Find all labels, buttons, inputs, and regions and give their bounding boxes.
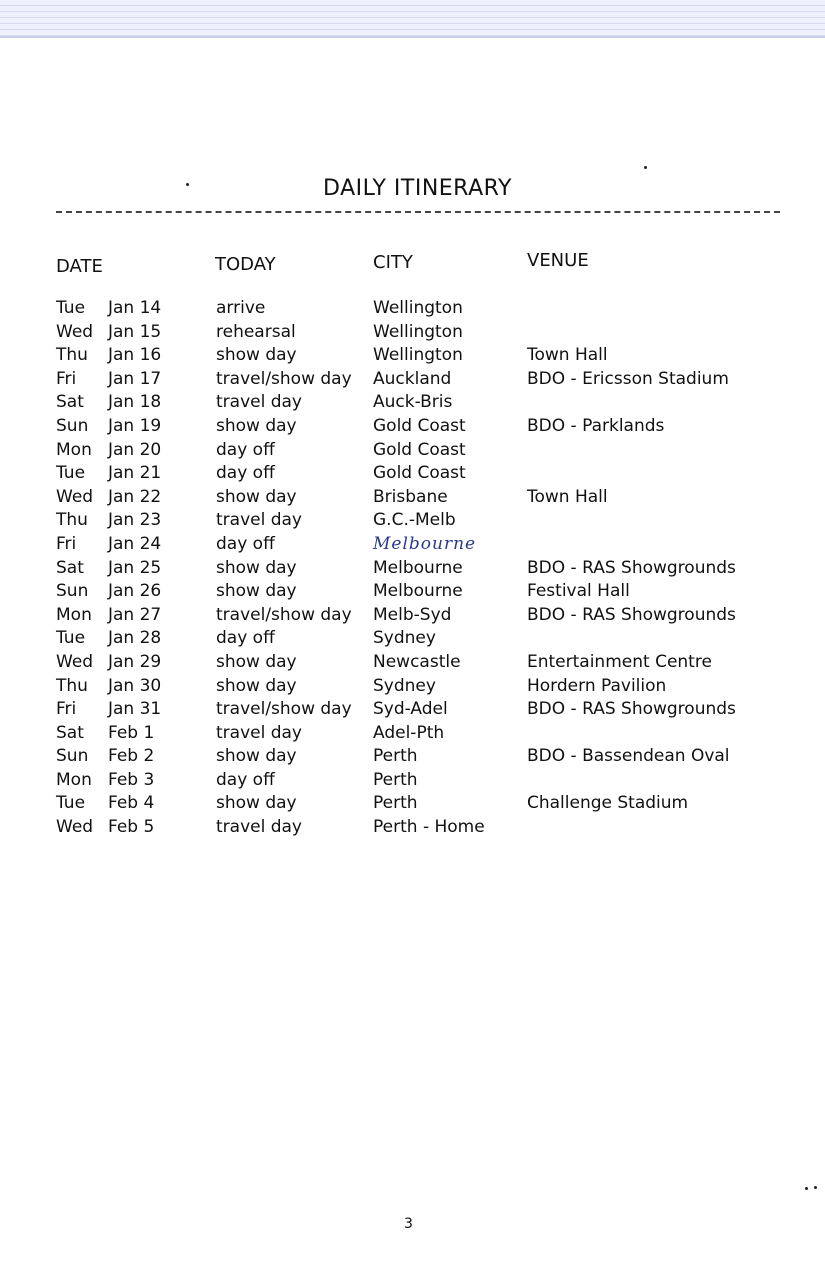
day-of-week: Sun: [56, 746, 89, 767]
city-cell: Auckland: [373, 368, 452, 389]
day-of-week: Thu: [56, 675, 88, 696]
date-cell: Jan 18: [108, 392, 162, 413]
day-of-week: Tue: [56, 628, 86, 649]
table-row: [0, 816, 825, 840]
date-cell: Feb 3: [108, 769, 155, 790]
date-cell: Jan 17: [108, 368, 162, 389]
activity-cell: show day: [216, 345, 297, 366]
header-city: CITY: [373, 252, 413, 273]
table-row: [0, 509, 825, 533]
scan-speck: [805, 1187, 808, 1190]
day-of-week: Fri: [56, 368, 77, 389]
date-cell: Jan 23: [108, 510, 162, 531]
date-cell: Jan 24: [108, 533, 162, 554]
city-cell: Melb-Syd: [373, 604, 452, 625]
day-of-week: Wed: [56, 321, 94, 342]
activity-cell: show day: [216, 581, 297, 602]
activity-cell: day off: [216, 439, 275, 460]
city-cell: Sydney: [373, 628, 436, 649]
activity-cell: travel day: [216, 392, 302, 413]
city-cell: Adel-Pth: [373, 722, 445, 743]
table-row: [0, 675, 825, 699]
header-venue: VENUE: [527, 250, 589, 271]
scan-speck: [814, 1186, 817, 1189]
day-of-week: Sun: [56, 581, 89, 602]
activity-cell: day off: [216, 533, 275, 554]
activity-cell: travel day: [216, 817, 302, 838]
venue-cell: BDO - Bassendean Oval: [527, 746, 730, 767]
day-of-week: Wed: [56, 486, 94, 507]
city-cell: Newcastle: [373, 651, 461, 672]
day-of-week: Mon: [56, 769, 92, 790]
date-cell: Jan 22: [108, 486, 162, 507]
venue-cell: BDO - RAS Showgrounds: [527, 557, 736, 578]
city-cell: Brisbane: [373, 486, 448, 507]
table-row: [0, 698, 825, 722]
city-cell: Melbourne: [373, 581, 463, 602]
itinerary-table: [0, 297, 825, 840]
activity-cell: day off: [216, 628, 275, 649]
day-of-week: Sat: [56, 722, 84, 743]
day-of-week: Thu: [56, 510, 88, 531]
date-cell: Jan 15: [108, 321, 162, 342]
title-divider: [56, 211, 780, 213]
activity-cell: show day: [216, 486, 297, 507]
activity-cell: travel/show day: [216, 699, 352, 720]
date-cell: Jan 31: [108, 699, 162, 720]
date-cell: Jan 16: [108, 345, 162, 366]
scan-speck: [644, 166, 647, 169]
date-cell: Feb 2: [108, 746, 155, 767]
activity-cell: show day: [216, 651, 297, 672]
date-cell: Jan 21: [108, 463, 162, 484]
venue-cell: Hordern Pavilion: [527, 675, 667, 696]
table-row: [0, 321, 825, 345]
table-row: [0, 651, 825, 675]
table-row: [0, 486, 825, 510]
date-cell: Feb 1: [108, 722, 155, 743]
venue-cell: BDO - Ericsson Stadium: [527, 368, 729, 389]
city-cell: Perth: [373, 769, 418, 790]
date-cell: Jan 26: [108, 581, 162, 602]
table-row: [0, 745, 825, 769]
scan-top-strip: [0, 0, 825, 36]
day-of-week: Fri: [56, 533, 77, 554]
date-cell: Jan 28: [108, 628, 162, 649]
activity-cell: arrive: [216, 298, 266, 318]
city-cell: Gold Coast: [373, 463, 466, 484]
activity-cell: rehearsal: [216, 321, 296, 342]
activity-cell: travel day: [216, 722, 302, 743]
date-cell: Jan 25: [108, 557, 162, 578]
day-of-week: Wed: [56, 817, 94, 838]
city-cell: Perth: [373, 793, 418, 814]
activity-cell: day off: [216, 463, 275, 484]
table-row: [0, 792, 825, 816]
day-of-week: Mon: [56, 439, 92, 460]
date-cell: Feb 4: [108, 793, 155, 814]
date-cell: Feb 5: [108, 817, 155, 838]
activity-cell: show day: [216, 793, 297, 814]
activity-cell: show day: [216, 746, 297, 767]
date-cell: Jan 14: [108, 298, 162, 318]
table-row: [0, 722, 825, 746]
city-cell: Sydney: [373, 675, 436, 696]
table-row: [0, 769, 825, 793]
city-cell: Wellington: [373, 345, 463, 366]
activity-cell: travel/show day: [216, 368, 352, 389]
city-cell: Gold Coast: [373, 439, 466, 460]
venue-cell: Challenge Stadium: [527, 793, 689, 814]
day-of-week: Wed: [56, 651, 94, 672]
city-cell: G.C.-Melb: [373, 510, 456, 531]
date-cell: Jan 29: [108, 651, 162, 672]
venue-cell: Festival Hall: [527, 581, 630, 602]
venue-cell: BDO - Parklands: [527, 415, 665, 436]
day-of-week: Thu: [56, 345, 88, 366]
header-today: TODAY: [215, 254, 276, 275]
table-row: [0, 627, 825, 651]
table-row: [0, 604, 825, 628]
day-of-week: Sat: [56, 392, 84, 413]
table-row: [0, 368, 825, 392]
activity-cell: show day: [216, 415, 297, 436]
venue-cell: BDO - RAS Showgrounds: [527, 699, 736, 720]
activity-cell: show day: [216, 675, 297, 696]
city-cell: Wellington: [373, 298, 463, 318]
city-cell: Melbourne: [373, 557, 463, 578]
day-of-week: Fri: [56, 699, 77, 720]
table-row: [0, 415, 825, 439]
city-cell: Auck-Bris: [373, 392, 453, 413]
date-cell: Jan 20: [108, 439, 162, 460]
venue-cell: BDO - RAS Showgrounds: [527, 604, 736, 625]
scan-top-edge: [0, 36, 825, 38]
city-cell: Gold Coast: [373, 415, 466, 436]
activity-cell: day off: [216, 769, 275, 790]
date-cell: Jan 19: [108, 415, 162, 436]
table-row: [0, 439, 825, 463]
activity-cell: travel/show day: [216, 604, 352, 625]
city-cell: Perth - Home: [373, 817, 485, 838]
day-of-week: Mon: [56, 604, 92, 625]
date-cell: Jan 27: [108, 604, 162, 625]
page-title: DAILY ITINERARY: [323, 176, 512, 201]
day-of-week: Tue: [56, 298, 86, 318]
table-row: [0, 533, 825, 557]
venue-cell: Town Hall: [527, 345, 608, 366]
scan-speck: [186, 183, 189, 186]
day-of-week: Tue: [56, 793, 86, 814]
day-of-week: Sun: [56, 415, 89, 436]
venue-cell: Town Hall: [527, 486, 608, 507]
column-headers: [0, 250, 825, 278]
city-cell: Wellington: [373, 321, 463, 342]
venue-cell: Entertainment Centre: [527, 651, 712, 672]
table-row: [0, 297, 825, 321]
date-cell: Jan 30: [108, 675, 162, 696]
table-row: [0, 462, 825, 486]
activity-cell: show day: [216, 557, 297, 578]
activity-cell: travel day: [216, 510, 302, 531]
table-row: [0, 344, 825, 368]
table-row: [0, 391, 825, 415]
day-of-week: Sat: [56, 557, 84, 578]
table-row: [0, 557, 825, 581]
city-cell: Perth: [373, 746, 418, 767]
city-cell: Syd-Adel: [373, 699, 448, 720]
page-number: 3: [404, 1216, 413, 1232]
day-of-week: Tue: [56, 463, 86, 484]
table-row: [0, 580, 825, 604]
header-date: DATE: [56, 256, 103, 277]
city-cell: Melbourne: [373, 533, 477, 554]
